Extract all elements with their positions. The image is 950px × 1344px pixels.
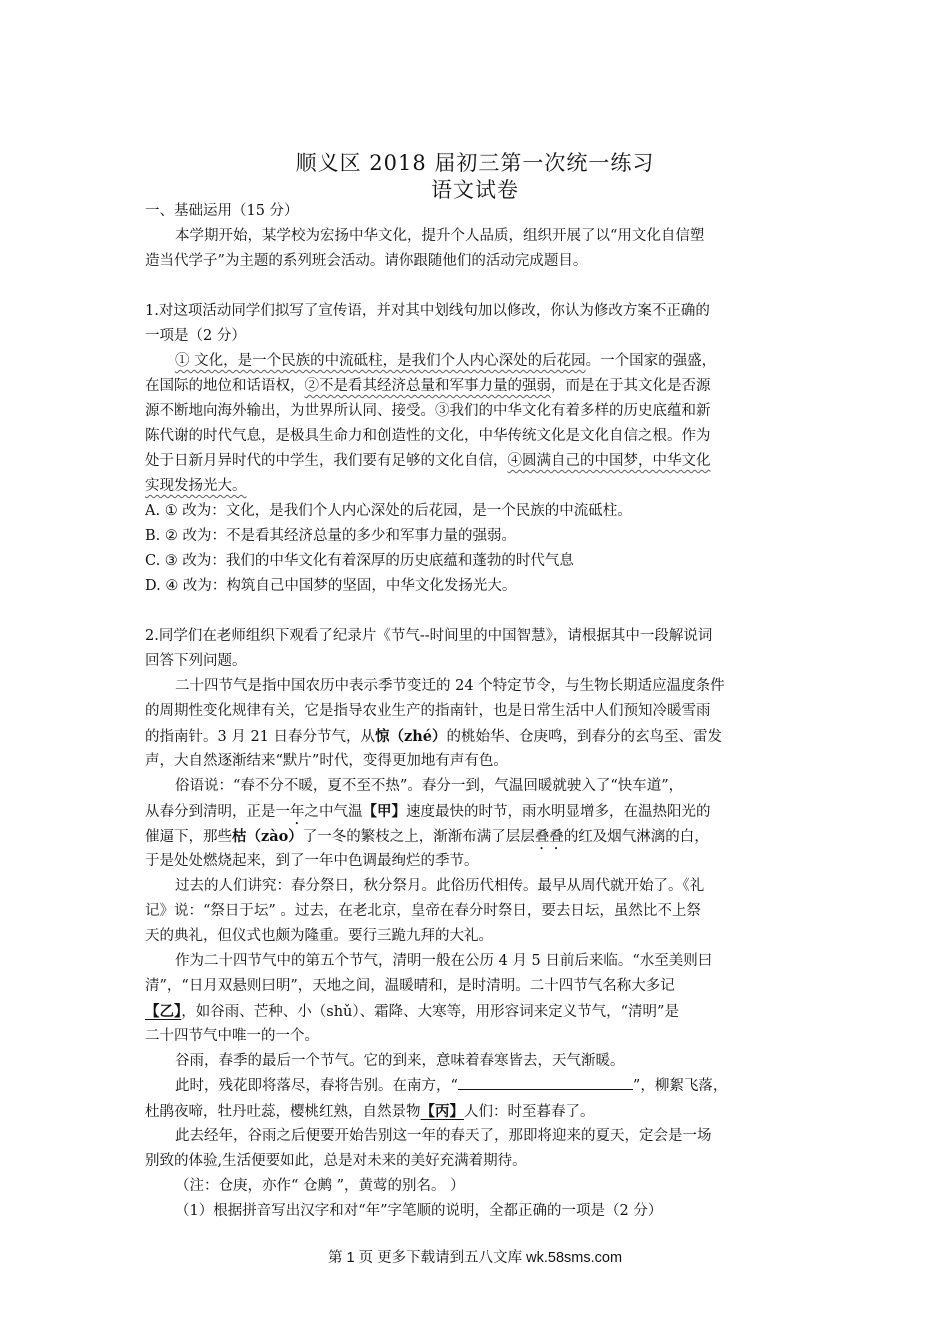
q1-passage-line: 在国际的地位和话语权，②不是看其经济总量和军事力量的强弱，而是在于其文化是否源 xyxy=(145,378,711,394)
question-2-stem: 回答下列问题。 xyxy=(145,653,247,669)
blank-bing: 【丙】 xyxy=(420,1103,464,1120)
underlined-sentence-1: ① 文化，是一个民族的中流砥柱，是我们个人内心深处的后花园 xyxy=(175,353,586,369)
exam-title: 顺义区 2018 届初三第一次统一练习 xyxy=(295,151,655,175)
passage-line: 【乙】，如谷雨、芒种、小（shǔ）、霜降、大寒等，用形容词来定义节气，“清明”是 xyxy=(145,1003,679,1020)
passage-line: 的周期性变化规律有关，它是指导农业生产的指南针，也是日常生活中人们预知冷暖雪雨 xyxy=(145,703,711,719)
q1-passage-line: 陈代谢的时代气息，是极具生命力和创造性的文化，中华传统文化是文化自信之根。作为 xyxy=(145,428,711,444)
question-1-stem: 1.对这项活动同学们拟写了宣传语，并对其中划线句加以修改，你认为修改方案不正确的 xyxy=(145,303,710,319)
fill-in-blank[interactable] xyxy=(458,1075,633,1090)
passage-line: 别致的体验,生活便要如此，总是对未来的美好充满着期待。 xyxy=(145,1153,527,1169)
passage-line: 从春分到清明，正是一年之中气温【甲】速度最快的时节，雨水明显增多，在温热阳光的 xyxy=(145,803,711,820)
intro-line: 本学期开始，某学校为宏扬中华文化，提升个人品质，组织开展了以“用文化自信塑 xyxy=(175,228,705,244)
section-heading: 一、基础运用（15 分） xyxy=(145,203,299,219)
passage-line: 清”，“日月双悬则曰明”，天地之间，温暖晴和，是时清明。二十四节气名称大多记 xyxy=(145,978,675,994)
passage-line: 谷雨，春季的最后一个节气。它的到来，意味着春寒皆去，天气渐暖。 xyxy=(175,1053,625,1069)
underlined-sentence-2: ②不是看其经济总量和军事力量的强弱 xyxy=(304,378,551,394)
passage-line: 催逼下，那些枯（zào）了一冬的繁枝之上，渐渐布满了层层叠叠的红及烟气淋漓的白， xyxy=(145,828,709,845)
blank-yi: 【乙】 xyxy=(145,1003,182,1020)
dotted-word-diedie: 叠叠 xyxy=(534,829,564,845)
q1-passage-line: 源不断地向海外输出，为世界所认同、接受。③我们的中华文化有着多样的历史底蕴和新 xyxy=(145,403,711,419)
passage-line: 的指南针。3 月 21 日春分节气，从惊（zhé）的桃始华、仓庚鸣，到春分的玄鸟至、雷发 xyxy=(145,728,723,745)
passage-line: 过去的人们讲究：春分祭日，秋分祭月。此俗历代相传。最早从周代就开始了。《礼 xyxy=(175,878,705,894)
blank-jia: 【甲】 xyxy=(362,803,406,820)
page-footer: 第 1 页 更多下载请到五八文库 wk.58sms.com xyxy=(327,1250,623,1266)
passage-line: 声，大自然逐渐结来“默片”时代，变得更加地有声有色。 xyxy=(145,753,508,769)
passage-line: 天的典礼，但仪式也颇为隆重。要行三跪九拜的大礼。 xyxy=(145,928,493,944)
passage-line: 杜鹃夜啼，牡丹吐蕊，樱桃红熟，自然景物【丙】人们：时至暮春了。 xyxy=(145,1103,595,1120)
dotted-char-nian: 年 xyxy=(290,804,305,820)
option-a: A. ① 改为：文化，是我们个人内心深处的后花园，是一个民族的中流砥柱。 xyxy=(145,503,632,519)
passage-line: 俗语说：“春不分不暖，夏不至不热”。春分一到，气温回暖就驶入了“快车道”， xyxy=(175,778,684,794)
pinyin-item-jing: 惊（zhé） xyxy=(375,728,447,745)
passage-line: 此去经年，谷雨之后便要开始告别这一年的春天了，那即将迎来的夏天，定会是一场 xyxy=(175,1128,712,1144)
q1-passage-line: 实现发扬光大。 xyxy=(145,478,247,494)
pinyin-item-ku: 枯（zào） xyxy=(232,828,303,845)
option-c: C. ③ 改为：我们的中华文化有着深厚的历史底蕴和蓬勃的时代气息 xyxy=(145,553,574,569)
passage-line: 记》说：“祭日于坛” 。过去，在老北京，皇帝在春分时祭日，要去日坛，虽然比不上祭 xyxy=(145,903,701,919)
footnote: （注：仓庚，亦作“ 仓鹒 ”，黄莺的别名。 ） xyxy=(175,1178,465,1194)
q1-passage-line: 处于日新月异时代的中学生，我们要有足够的文化自信，④圆满自己的中国梦，中华文化 xyxy=(145,453,711,469)
passage-line: 二十四节气是指中国农历中表示季节变迁的 24 个特定节令，与生物长期适应温度条件 xyxy=(175,678,725,694)
question-1-stem: 一项是（2 分） xyxy=(145,328,246,344)
passage-line: 作为二十四节气中的第五个节气，清明一般在公历 4 月 5 日前后来临。“水至美则曰 xyxy=(175,953,713,969)
passage-line: 此时，残花即将落尽，春将告别。在南方，“ ”，柳絮飞落， xyxy=(175,1074,807,1099)
option-d: D. ④ 改为：构筑自己中国梦的坚固，中华文化发扬光大。 xyxy=(145,578,517,594)
q1-passage-line: ① 文化，是一个民族的中流砥柱，是我们个人内心深处的后花园。一个国家的强盛， xyxy=(175,353,717,369)
question-2-stem: 2.同学们在老师组织下观看了纪录片《节气--时间里的中国智慧》，请根据其中一段解说词 xyxy=(145,628,713,644)
intro-line: 造当代学子”为主题的系列班会活动。请你跟随他们的活动完成题目。 xyxy=(145,253,588,269)
passage-line: 于是处处燃烧起来，到了一年中色调最绚烂的季节。 xyxy=(145,853,479,869)
exam-subtitle: 语文试卷 xyxy=(431,178,519,202)
option-b: B. ② 改为：不是看其经济总量的多少和军事力量的强弱。 xyxy=(145,528,516,544)
passage-line: 二十四节气中唯一的一个。 xyxy=(145,1028,319,1044)
sub-question-1: （1）根据拼音写出汉字和对“年”字笔顺的说明，全都正确的一项是（2 分） xyxy=(175,1203,663,1219)
underlined-sentence-4: ④圆满自己的中国梦，中华文化 xyxy=(507,453,711,469)
